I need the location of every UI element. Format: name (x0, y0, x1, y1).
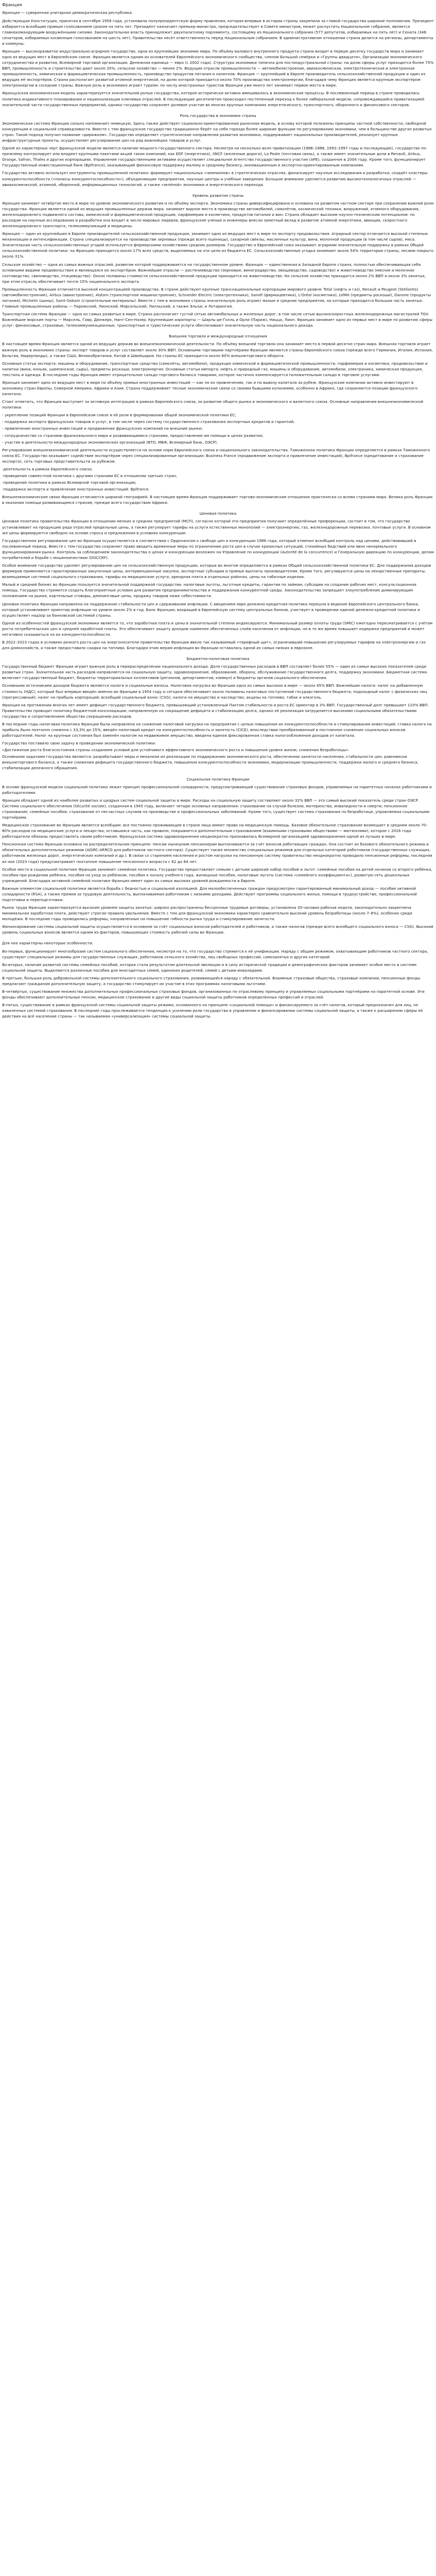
paragraph: Действующая Конституция, принятая в сентябре 1958 года, установила полупрезидентскую форму правления, которая впервые в истории страны закрепила за главой государства широкие полномочия. Президент избирается всеобщим прямым голосованием сроком на пять лет. Президент назначает премьер-министра, председательствует в Совете министров, может распустить Национальное собрание, является главнокомандующим вооружёнными силами. Законодательная власть принадлежит двухпалатному парламенту, состоящему из Национального собрания (577 депутатов, избираемых на пять лет) и Сената (348 сенаторов, избираемых косвенным голосованием на шесть лет). Правительство несёт ответственность перед Национальным собранием. В административном отношении страна делится на регионы, департаменты и коммуны. (2, 18, 434, 46)
list-item: Государство поставило свою задачу в проведении экономической политики: (2, 741, 156, 746)
paragraph: В последние годы налоговая политика Франции была направлена на снижение налоговой нагрузки на предприятия с целью повышения их конкурентоспособности и стимулирования инвестиций: ставка налога на прибыль была поэтапно снижена с 33,3% до 25%, введён налоговый кредит на конкурентоспособность и занятость (CICE), впоследствии преобразованный в постоянное снижение социальных взносов работодателей. Налог на крупные состояния был заменён налогом на недвижимое имущество, введена единая фиксированная ставка налогообложения доходов от капитала. (2, 721, 432, 738)
paragraph: В-третьих, большая роль добровольной системы дополнительного социального страхования, развивающейся наряду с обязательной. Взаимные страховые общества, страховые компании, пенсионные фонды предлагают гражданам дополнительную защиту, а государство стимулирует их участие в этих программах налоговыми льготами. (2, 975, 421, 986)
paragraph: В 2022–2023 годах в условиях резкого роста цен на энергоносители правительство Франции ввело так называемый «тарифный щит», ограничивший повышение регулируемых тарифов на электроэнергию и газ для домохозяйств, а также предоставило скидки на топливо. Благодаря этим мерам инфляция во Франции оставалась одной из самых низких в еврозоне. (2, 639, 426, 651)
list-item: «Достижение роста благосостояния страны созданием условий для устойчивого эффективного экономического роста и повышения уровня жизни, снижения безработицы». (2, 748, 350, 753)
paragraph: Особое место в социальной политике Франции занимает семейная политика. Государство предоставляет семьям с детьми широкий набор пособий и льгот: семейные пособия на детей начиная со второго ребёнка, пособия при рождении ребёнка, пособия на уход за ребёнком, пособия к началу учебного года, жилищные пособия, налоговые льготы (система «семейного коэффициента»), развитую сеть дошкольных учреждений. Благодаря активной семейной политике Франция имеет один из самых высоких уровней рождаемости в Европе. (2, 867, 432, 883)
paragraph: Финансирование системы социальной защиты осуществляется в основном за счёт социальных взносов работодателей и работников, а также налогов (прежде всего всеобщего социального взноса — CSG). Высокий уровень социальных взносов является одним из факторов, повышающих стоимость рабочей силы во Франции. (2, 924, 433, 935)
paragraph: Во-вторых, наличие развитой системы семейных пособий, которая стала результатом длительной эволюции и в силу исторической традиции и демографических факторов занимает особое место в системе социальной защиты. Выделяются различные пособия для многодетных семей, одиноких родителей, семей с детьми-инвалидами. (2, 962, 417, 973)
paragraph: Ценовая политика Франции направлена на поддержание стабильности цен и сдерживание инфляции. С введением евро денежно-кредитная политика перешла в ведение Европейского центрального банка, который устанавливает ориентир инфляции на уровне около 2% в год. Банк Франции, входящий в Европейскую систему центральных банков, участвует в проведении единой денежно-кредитной политики и осуществляет надзор за банковской системой страны. (2, 601, 420, 618)
paragraph: Стоит отметить, что Франция выступает за активную интеграцию в рамках Европейского союза, за развитие общего рынка и экономического и валютного союза. Основные направления внешнеэкономической политики: (2, 399, 424, 410)
paragraph: Транспортная система Франции — одна из самых развитых в мире. Страна располагает густой сетью автомобильных и железных дорог, в том числе сетью высокоскоростных железнодорожных магистралей TGV. Важнейшие морские порты — Марсель, Гавр, Дюнкерк, Нант-Сен-Назер. Крупнейшие аэропорты — Шарль-де-Голль и Орли (Париж), Ницца, Лион. Франция занимает одно из первых мест в мире по развитию сферы услуг: финансовые, страховые, телекоммуникационные, транспортные и туристические услуги обеспечивают значительную часть национального дохода. (2, 312, 433, 328)
paragraph: Малый и средний бизнес во Франции пользуется значительной поддержкой государства: налоговые льготы, льготные кредиты, гарантии по займам, субсидии на создание рабочих мест, консультационная помощь. Государство стремится создать благоприятные условия для развития предпринимательства и поддержания конкурентной среды. Законодательство запрещает злоупотребление доминирующим положением на рынке, картельные сговоры, демпинговые цены, продажу товаров ниже себестоимости. (2, 582, 416, 599)
paragraph: Государственный бюджет Франции играет важную роль в перераспределении национального дохода. Доля государственных расходов в ВВП составляет более 55% — один из самых высоких показателей среди развитых стран. Значительная часть расходов направляется на социальную защиту, здравоохранение, образование, оборону, обслуживание государственного долга, поддержку экономики. Бюджетная система включает государственный бюджет, бюджеты территориальных коллективов (регионов, департаментов, коммун) и бюджеты органов социального обеспечения. (2, 664, 427, 681)
paragraph: Государство активно использует инструменты промышленной политики: формирует национальных «чемпионов» в стратегических отраслях, финансирует научные исследования и разработки, создаёт кластеры конкурентоспособности («полюсы конкурентоспособности»), объединяющие предприятия, научные центры и учебные заведения. Большое внимание уделяется развитию высокотехнологичных отраслей — авиакосмической, атомной, оборонной, информационных технологий, а также «зелёной» экономики и энергетического перехода. (2, 171, 428, 187)
list-item: - участие в деятельности международных экономических организаций (ВТО, МВФ, Всемирный банк, ОЭСР). (2, 439, 218, 445)
document-content (2, 2, 434, 1019)
paragraph: Франция занимает одно из ведущих мест в мире по объёму прямых иностранных инвестиций — как по их привлечению, так и по вывозу капитала за рубеж. Французские компании активно инвестируют в экономику стран Европы, Северной Америки, Африки и Азии. Страна поддерживает тесные экономические связи со своими бывшими колониями, особенно в Африке, где сохраняются позиции французского капитала. (2, 380, 418, 397)
paragraph: В-четвёртых, существование множества дополнительных профессиональных страховых фондов, организованных по отраслевому принципу и управляемых социальными партнёрами на паритетной основе. Эти фонды обеспечивают дополнительные пенсии, медицинское страхование и другие виды социальной защиты работников определённых профессий и отраслей. (2, 989, 425, 1000)
list-item: ·поддержка экспорта и привлечение иностранных инвестиций: Bpifrance. (2, 487, 150, 492)
paragraph: Рынок труда Франции характеризуется высоким уровнем защиты занятых: широко распространены бессрочные трудовые договоры, установлена 35-часовая рабочая неделя, законодательно закреплена минимальная заработная плата, действуют строгие правила увольнения. Вместе с тем для французской экономики характерен сравнительно высокий уровень безработицы (около 7–8%), особенно среди молодёжи. В последние годы проводились реформы, направленные на повышение гибкости рынка труда и стимулирование занятости. (2, 905, 412, 922)
bullet-list (2, 412, 434, 445)
bullet-list (2, 740, 434, 771)
list-item: - укрепление позиций Франции в Европейском союзе и её роли в формировании общей экономической политики ЕС; (2, 413, 236, 418)
section-heading: Социальная политика Франции (186, 776, 250, 782)
paragraph: Во-первых, функционирует многообразие систем социального обеспечения, несмотря на то, что государство стремится к её унификации. Наряду с общим режимом, охватывающим работников частного сектора, существуют специальные режимы для государственных служащих, работников сельского хозяйства, лиц свободных профессий, самозанятых и других категорий. (2, 948, 428, 959)
section-heading: Внешняя торговля и международные отношения (169, 334, 267, 339)
section-heading: Бюджетно-налоговая политика (186, 656, 250, 662)
list-item: ·проведение совместной политики с другими странами ЕС в отношении третьих стран; (2, 473, 178, 479)
paragraph: Медицинское страхование во Франции является всеобщим: все постоянно проживающие в стране лица имеют право на медицинскую помощь. Базовое обязательное страхование возмещает в среднем около 70–80% расходов на медицинские услуги и лекарства; оставшаяся часть, как правило, покрывается дополнительным страхованием (взаимными страховыми обществами — мютюэлями), которое с 2016 года работодатели обязаны предоставлять своим работникам. Французская система здравоохранения неоднократно признавалась Всемирной организацией здравоохранения одной из лучших в мире. (2, 823, 428, 839)
paragraph: Важным элементом социальной политики является борьба с бедностью и социальной изоляцией. Для малообеспеченных граждан предусмотрен гарантированный минимальный доход — пособие активной солидарности (RSA), а также премия за трудовую деятельность, выплачиваемая работникам с низкими доходами. Действуют программы социального жилья, помощи в трудоустройстве, профессиональной подготовки и переподготовки. (2, 886, 417, 903)
paragraph: Одной из характерных черт французской модели является наличие мощного государственного сектора. Несмотря на несколько волн приватизации (1986–1988, 1993–1997 годы и последующие), государство по-прежнему контролирует или владеет крупными пакетами акций таких компаний, как EDF (энергетика), SNCF (железные дороги), La Poste (почтовая связь), а также имеет значительные доли в Renault, Airbus, Orange, Safran, Thales и других корпорациях. Управление государственными активами осуществляет специальное Агентство государственного участия (APE), созданное в 2004 году. Кроме того, функционирует Государственный инвестиционный банк (Bpifrance), оказывающий финансовую поддержку малому и среднему бизнесу, инновационным и экспортно-ориентированным компаниям. (2, 146, 427, 168)
paragraph: Регулирование внешнеэкономической деятельности осуществляется на основе норм Европейского союза и национального законодательства. Таможенная политика Франции определяется в рамках Таможенного союза ЕС. Государство оказывает содействие экспортёрам через специализированные организации: Business France (продвижение экспорта и привлечение инвестиций), Bpifrance (кредитование и страхование экспорта), сеть торговых представительств за рубежом. (2, 447, 430, 464)
paragraph: Для нее характерны некоторые особенности: (2, 941, 94, 946)
paragraph: Одной из особенностей французской экономики является то, что заработная плата и цены в значительной степени индексируются. Минимальный размер оплаты труда (SMIC) ежегодно пересматривается с учётом роста потребительских цен и средней заработной платы. Это обеспечивает защиту доходов наименее обеспеченных слоёв населения от инфляции, но в то же время повышает издержки предприятий и может негативно сказываться на их конкурентоспособности. (2, 620, 433, 637)
paragraph: В-пятых, существование в рамках французской системы социальной защиты режима, основанного на принципе «социальной помощи» и финансируемого за счёт налогов, который предназначен для лиц, не охваченных системой страхования. В последние годы прослеживается тенденция к усилению роли государства в управлении и финансировании системы социальной защиты, а также к расширению сферы её действия на всё население страны — так называемая «универсализация» системы социальной защиты. (2, 1003, 423, 1019)
section-heading: Уровень развития страны (192, 193, 244, 198)
paragraph: Франция на протяжении многих лет имеет дефицит государственного бюджета, превышающий установленный Пактом стабильности и роста ЕС ориентир в 3% ВВП. Государственный долг превышает 110% ВВП. Правительство проводит политику бюджетной консолидации, направленную на сокращение дефицита и стабилизацию долга, однако её реализация затрудняется высокими социальными обязательствами государства и сопротивлением общества сокращению расходов. (2, 702, 429, 719)
list-item: - привлечение иностранных инвестиций и продвижение французских компаний на внешние рынки; (2, 426, 203, 431)
paragraph: Франция — суверенная унитарная демократическая республика. (2, 10, 133, 15)
list-item: Основными задачами государства являются: разрабатывает меры и механизм их реализации по поддержанию экономического роста, обеспечению занятости населения, стабильности цен, равновесия внешнеторгового баланса, а также снижения дефицита государственного бюджета, повышения конкурентоспособности экономики, модернизации промышленности, поддержки малого и среднего бизнеса, стабилизации денежного обращения. (2, 754, 418, 771)
paragraph: Франция — один из крупнейших в Европе производителей сельскохозяйственной продукции, занимает одно из ведущих мест в мире по экспорту продовольствия. Аграрный сектор отличается высокой степенью механизации и интенсификации. Страна специализируется на производстве зерновых (прежде всего пшеницы), сахарной свёклы, масличных культур, вина, молочной продукции (в том числе сыров), мяса. Значительная часть сельскохозяйственных угодий используется фермерскими хозяйствами средних размеров. Государство и Европейский союз оказывают аграриям значительную поддержку в рамках Общей сельскохозяйственной политики: на Францию приходится около 17% всех средств, выделяемых на эти цели из бюджета ЕС. Сельскохозяйственные угодья занимают около 54% территории страны, лесами покрыто около 31%. (2, 231, 434, 259)
paragraph: Экономическая система Франции сильно напоминает немецкую. Здесь также действует социально-ориентированная рыночная модель, в основу которой положены принципы частной собственности, свободной конкуренции и социальной справедливости. Вместе с тем французское государство традиционно берёт на себя гораздо более широкие функции по регулированию экономики, чем в большинстве других развитых стран. Такой подход получил название «дирижизм». Государство определяет стратегические направления развития экономики, поддерживает национальных производителей, реализует крупные инфраструктурные проекты, осуществляет регулирование цен на ряд важнейших товаров и услуг. (2, 121, 432, 143)
paragraph: В настоящее время Франция является одной из ведущих держав во внешнеэкономической деятельности. По объёму внешней торговли она занимает место в первой десятке стран мира. Внешняя торговля играет важную роль в экономике страны: экспорт товаров и услуг составляет около 30% ВВП. Основными торговыми партнёрами Франции являются страны Европейского союза (прежде всего Германия, Италия, Испания, Бельгия, Нидерланды), а также США, Великобритания, Китай и Швейцария. На страны ЕС приходится около 60% внешнеторгового оборота. (2, 342, 433, 358)
paragraph: Сельское хозяйство — одна из самых важных отраслей, развитие которой поддерживается на государственном уровне. Франция — единственная в Западной Европе страна, полностью обеспечивающая себя основными видами продовольствия и являющаяся их экспортёром. Важнейшие отрасли — растениеводство (зерновые, виноградарство, овощеводство, садоводство) и животноводство (мясное и молочное скотоводство, свиноводство, птицеводство). Около половины стоимости сельскохозяйственной продукции приходится на животноводство. На сельское хозяйство приходится около 2% ВВП и около 3% занятых, при этом отрасль обеспечивает почти 15% национального экспорта. (2, 262, 426, 284)
paragraph: Франция обладает одной из наиболее развитых и щедрых систем социальной защиты в мире. Расходы на социальную защиту составляют около 32% ВВП — это самый высокий показатель среди стран ОЭСР. Система социального обеспечения (Sécurité sociale), созданная в 1945 году, включает четыре основных направления: страхование на случай болезни, материнства, инвалидности и смерти; пенсионное страхование; семейные пособия; страхование от несчастных случаев на производстве и профессиональных заболеваний. Кроме того, существует система страхования по безработице, управляемая социальными партнёрами. (2, 798, 430, 820)
paragraph: Ценовая политика правительства Франции в отношении мелких и средних предприятий (МСП), согласно которой эти предприятия получают определённые преференции, состоит в том, что государство устанавливает на продукцию ряда отраслей предельные цены, а также регулирует тарифы на услуги естественных монополий — электроэнергию, газ, железнодорожные перевозки, почтовые услуги. В основном же цены формируются свободно на основе спроса и предложения в условиях конкуренции. (2, 519, 431, 535)
paragraph: Франция — высокоразвитое индустриально-аграрное государство, одна из крупнейших экономик мира. По объёму валового внутреннего продукта страна входит в первую десятку государств мира и занимает одно из ведущих мест в Европейском союзе. Франция является одним из основателей Европейского экономического сообщества, членом Большой семёрки и «Группы двадцати», Организации экономического сотрудничества и развития, Всемирной торговой организации. Денежная единица — евро (с 2002 года). Структура экономики типична для постиндустриальной страны: на долю сферы услуг приходится более 70% ВВП, промышленность и строительство дают около 20%, сельское хозяйство — менее 2%. Ведущие отрасли промышленности — автомобилестроение, авиакосмическая, электротехническая и электронная промышленность, химическая и фармацевтическая промышленность, производство продуктов питания и напитков. Франция — крупнейший в Европе производитель сельскохозяйственной продукции и один из ведущих её экспортёров. Страна располагает развитой атомной энергетикой, на долю которой приходится около 70% производства электроэнергии, благодаря чему Франция является крупным экспортёром электроэнергии в соседние страны. Важную роль в экономике играет туризм: по числу иностранных туристов Франция уже много лет занимает первое место в мире. (2, 48, 434, 88)
section-heading: Ценовая политика (199, 511, 237, 516)
section-heading: Роль государства в экономике страны (180, 113, 256, 118)
list-item: - сотрудничество со странами франкоязычного мира и развивающимися странами, предоставление им помощи в целях развития; (2, 433, 264, 438)
paragraph: Государственное регулирование цен во Франции осуществляется в соответствии с Ордонансом о свободе цен и конкуренции 1986 года, который отменил всеобщий контроль над ценами, действовавший в послевоенный период. Вместе с тем государство сохраняет право вводить временные меры по ограничению роста цен в случае кризисных ситуаций, стихийных бедствий или явно ненормального функционирования рынка. Контроль за соблюдением законодательства о ценах и конкуренции возложен на Управление по конкуренции (Autorité de la concurrence) и Генеральную дирекцию по конкуренции, делам потребителей и борьбе с мошенничеством (DGCCRF). (2, 538, 434, 560)
paragraph: В основе французской модели социальной политики лежит принцип профессиональной солидарности, предусматривающий существование страховых фондов, управляемых на паритетных началах работниками и работодателями. (2, 784, 432, 795)
paragraph: Основные статьи экспорта: машины и оборудование, транспортные средства (самолёты, автомобили), продукция химической и фармацевтической промышленности, парфюмерия и косметика, продовольствие и напитки (вина, коньяк, шампанское, сыры), предметы роскоши, электроэнергия. Основные статьи импорта: нефть и природный газ, машины и оборудование, автомобили, электроника, химическая продукция, текстиль и одежда. В последние годы Франция имеет отрицательное сальдо торгового баланса товарами, которое частично компенсируется положительным сальдо в торговле услугами. (2, 361, 428, 377)
paragraph: Промышленность Франции отличается высокой концентрацией производства. В стране действуют крупные транснациональные корпорации мирового уровня: Total (нефть и газ), Renault и Peugeot (Stellantis) (автомобилестроение), Airbus (авиастроение), Alstom (транспортное машиностроение), Schneider Electric (электротехника), Sanofi (фармацевтика), L'Oréal (косметика), LVMH (предметы роскоши), Danone (продукты питания), Michelin (шины), Saint-Gobain (строительные материалы). Вместе с тем в экономике страны значительную роль играют малые и средние предприятия, на которые приходится большая часть занятых. Главные промышленные районы — Парижский, Лионский, Марсельский, Лилльский, а также Эльзас и Лотарингия. (2, 286, 431, 309)
paragraph: Пенсионная система Франции основана на распределительном принципе: пенсии нынешним пенсионерам выплачиваются за счёт взносов работающих граждан. Она состоит из базового обязательного режима и обязательных дополнительных режимов (AGIRC-ARRCO для работников частного сектора). Существует также множество специальных режимов для отдельных категорий работников (государственных служащих, работников железных дорог, энергетических компаний и др.). В связи со старением населения и ростом нагрузки на пенсионную систему правительство неоднократно проводило пенсионные реформы; последняя из них (2023 года) предусматривает поэтапное повышение пенсионного возраста с 62 до 64 лет. (2, 842, 432, 864)
paragraph: Особое внимание государство уделяет регулированию цен на сельскохозяйственную продукцию, которые во многом определяются в рамках Общей сельскохозяйственной политики ЕС. Для поддержания доходов фермеров применяются гарантированные закупочные цены, интервенционные закупки, экспортные субсидии и прямые выплаты производителям. Кроме того, регулируются цены на лекарственные препараты, возмещаемые системой социального страхования, тарифы на медицинские услуги, арендная плата в отдельных районах, цены на табачные изделия. (2, 563, 431, 580)
list-item: - поддержка экспорта французских товаров и услуг, в том числе через систему государственного страхования экспортных кредитов и гарантий; (2, 419, 295, 425)
paragraph: Внешнеэкономические связи Франции отличаются широкой географией. В настоящее время Франция поддерживает торгово-экономические отношения практически со всеми странами мира. Велика роль Франции в оказании помощи развивающимся странам, прежде всего государствам Африки. (2, 495, 433, 505)
document-title: Франция (2, 2, 22, 7)
paragraph: Франция занимает четвёртое место в мире по уровню экономического развития и по объёму экспорта. Экономика страны диверсифицирована и основана на развитом частном секторе при сохранении важной роли государства. Франция является одной из ведущих промышленных держав мира: занимает видное место в производстве автомобилей, самолётов, космической техники, вооружений, атомного оборудования, железнодорожного подвижного состава, химической и фармацевтической продукции, парфюмерии и косметики, продуктов питания и вин. Страна обладает высоким научно-техническим потенциалом: по расходам на научные исследования и разработки она входит в число мировых лидеров, французские учёные и инженеры внесли заметный вклад в развитие атомной энергетики, авиации, скоростного железнодорожного транспорта, телекоммуникаций и медицины. (2, 200, 434, 229)
document-body (0, 0, 436, 1031)
paragraph: Французская экономическая модель характеризуется значительной ролью государства, которое исторически активно вмешивалось в экономические процессы. В послевоенный период в стране проводилась политика индикативного планирования и национализации ключевых отраслей. В последующие десятилетия происходил постепенный переход к более либеральной модели, сопровождавшийся приватизацией значительной части государственных предприятий, однако государство сохраняет долевое участие во многих крупных компаниях энергетического, транспортного, оборонного и финансового секторов. (2, 91, 425, 107)
list-item: ·деятельность в рамках Европейского союза; (2, 466, 93, 471)
bullet-list (2, 466, 434, 492)
list-item: ·проведение политики в рамках Всемирной торговой организации; (2, 480, 137, 485)
paragraph: Основными источниками доходов бюджета являются налоги и социальные взносы. Налоговая нагрузка во Франции одна из самых высоких в мире — около 45% ВВП. Важнейшие налоги: налог на добавленную стоимость (НДС), который был впервые введён именно во Франции в 1954 году и сегодня обеспечивает около половины налоговых поступлений государственного бюджета; подоходный налог с физических лиц (прогрессивный); налог на прибыль корпораций; всеобщий социальный взнос (CSG); налоги на имущество и наследство; акцизы на топливо, табак и алкоголь. (2, 683, 427, 700)
